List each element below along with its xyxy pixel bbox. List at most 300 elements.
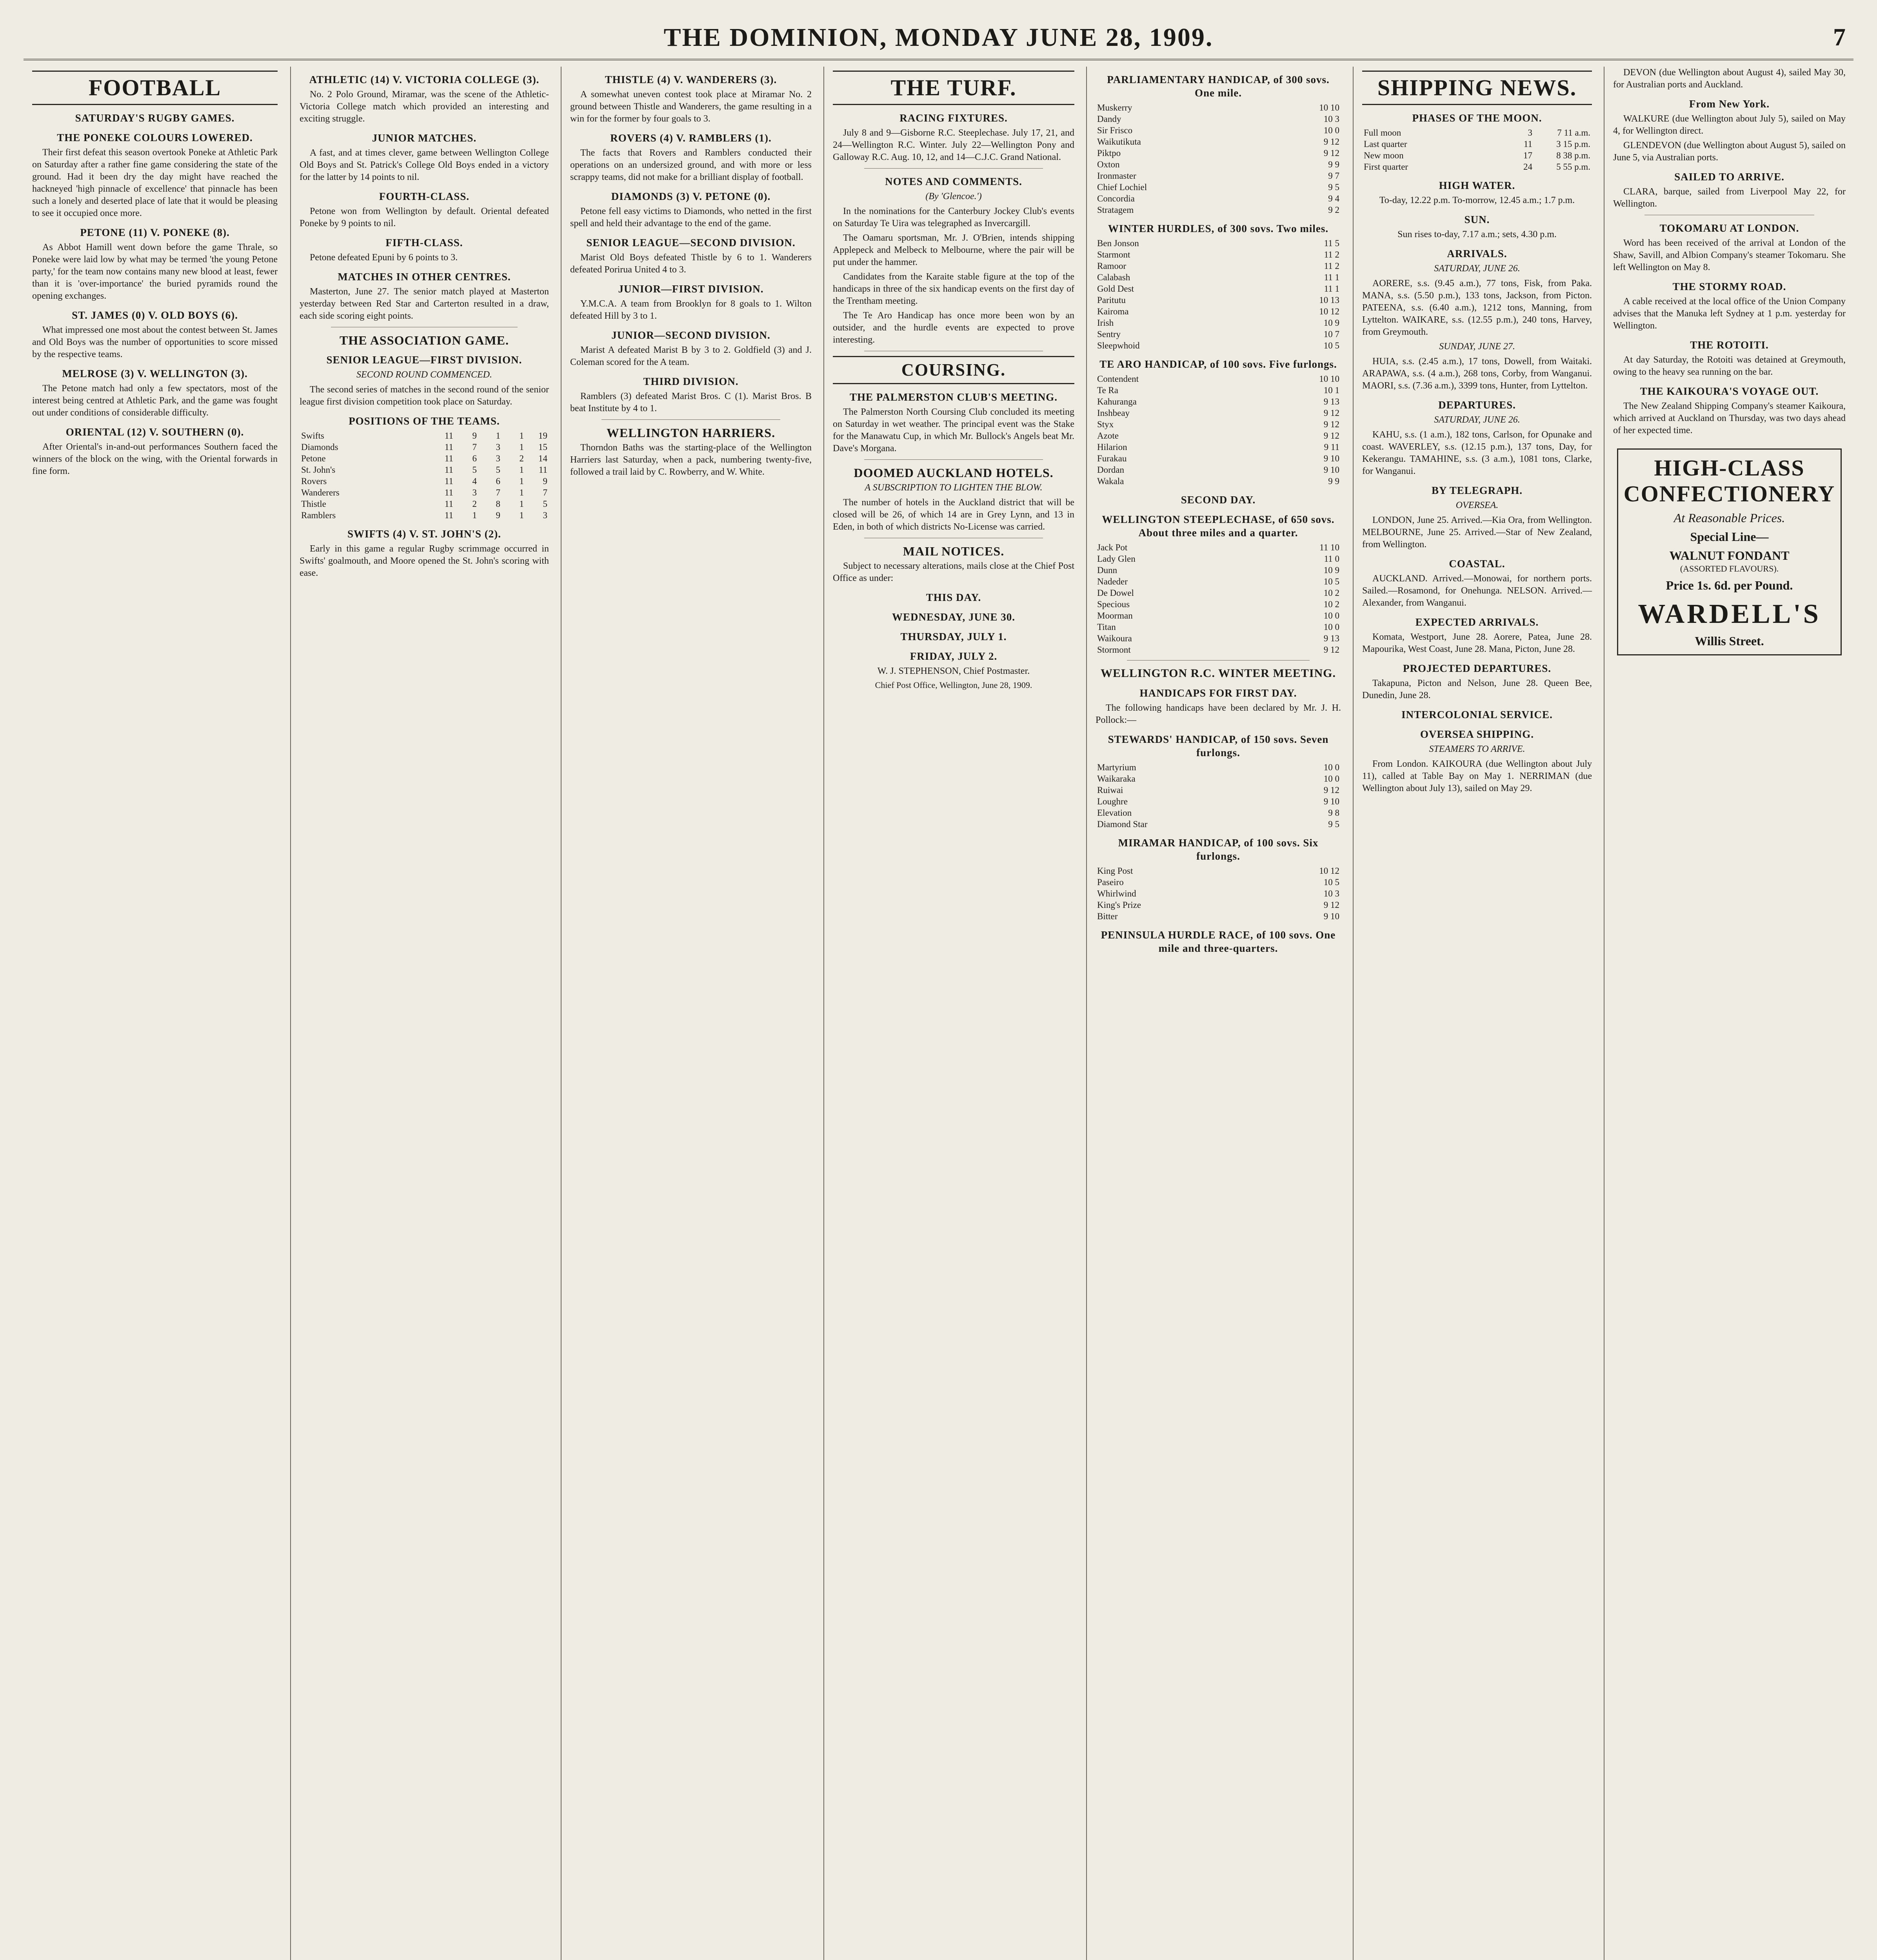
moon-phase: First quarter — [1364, 162, 1408, 172]
horse-name: Gold Dest — [1097, 284, 1134, 294]
team-won: 5 — [472, 465, 477, 475]
team-drawn: 2 — [519, 454, 524, 463]
horse-weight: 10 9 — [1323, 318, 1339, 328]
team-won: 6 — [472, 454, 477, 463]
horse-weight: 9 10 — [1323, 454, 1339, 463]
section-title: MELROSE (3) V. WELLINGTON (3). — [62, 368, 248, 379]
horse-weight: 10 3 — [1323, 889, 1339, 898]
handicap-row — [1096, 204, 1341, 216]
football-subheader: SATURDAY'S RUGBY GAMES. — [75, 112, 235, 124]
handicap-row — [1096, 102, 1341, 113]
column-shipping — [1353, 67, 1601, 1960]
horse-name: Ruiwai — [1097, 785, 1123, 795]
section-text: Petone won from Wellington by default. Oriental defeated Poneke by 9 points to nil. — [300, 206, 549, 229]
team-drawn: 1 — [519, 499, 524, 509]
horse-name: Martyrium — [1097, 762, 1136, 772]
association-text: The second series of matches in the second round of the senior league first division competition took place on Saturday. — [300, 385, 549, 407]
handicap-row — [1096, 306, 1341, 317]
advert-price: Price 1s. 6d. per Pound. — [1666, 578, 1793, 592]
advert-line2: CONFECTIONERY — [1623, 481, 1835, 506]
handicap-row — [1096, 807, 1341, 818]
column-turf — [823, 67, 1083, 1960]
departures-day: SATURDAY, JUNE 26. — [1434, 415, 1520, 425]
miramar-title: MIRAMAR HANDICAP, of 100 sovs. Six furlongs. — [1118, 837, 1319, 862]
handicaps-first-day: HANDICAPS FOR FIRST DAY. — [1139, 687, 1297, 699]
horse-name: Azote — [1097, 431, 1119, 441]
section-title: JUNIOR—FIRST DIVISION. — [618, 283, 764, 295]
shipping-heading: From New York. — [1689, 98, 1770, 110]
divider — [1127, 660, 1310, 661]
team-drawn: 1 — [519, 465, 524, 475]
horse-weight: 10 5 — [1323, 341, 1339, 350]
section-title: SWIFTS (4) V. ST. JOHN'S (2). — [347, 528, 502, 540]
horse-name: Ben Jonson — [1097, 238, 1139, 248]
hotels-title: DOOMED AUCKLAND HOTELS. — [854, 466, 1054, 480]
handicap-row — [1096, 911, 1341, 922]
handicap-row — [1096, 762, 1341, 773]
moon-row — [1362, 138, 1592, 150]
horse-weight: 10 2 — [1323, 588, 1339, 598]
section-text: Ramblers (3) defeated Marist Bros. C (1). Marist Bros. B beat Institute by 4 to 1. — [570, 391, 812, 414]
positions-title: POSITIONS OF THE TEAMS. — [349, 415, 500, 427]
horse-name: Ironmaster — [1097, 171, 1136, 181]
section-title: THE PONEKE COLOURS LOWERED. — [57, 132, 253, 143]
team-drawn: 1 — [519, 488, 524, 497]
handicap-table — [1096, 865, 1341, 922]
handicap-row — [1096, 193, 1341, 204]
handicap-row — [1096, 159, 1341, 170]
section-title: SENIOR LEAGUE—SECOND DIVISION. — [586, 237, 796, 249]
handicap-row — [1096, 773, 1341, 784]
departures-title: DEPARTURES. — [1438, 399, 1516, 411]
horse-weight: 9 12 — [1323, 408, 1339, 418]
horse-weight: 9 13 — [1323, 397, 1339, 407]
table-row — [300, 453, 549, 464]
horse-weight: 9 12 — [1323, 785, 1339, 795]
moon-row — [1362, 127, 1592, 138]
association-header: THE ASSOCIATION GAME. — [339, 333, 509, 347]
horse-weight: 11 1 — [1324, 284, 1339, 294]
sunday: SUNDAY, JUNE 27. — [1439, 341, 1515, 352]
oversea-title: OVERSEA SHIPPING. — [1420, 728, 1534, 740]
team-won: 7 — [472, 442, 477, 452]
handicap-row — [1096, 340, 1341, 351]
harriers-text: Thorndon Baths was the starting-place of the Wellington Harriers last Saturday, when a pack, numbering twenty-five, followed a trail laid by C. Rowberry, and W. White. — [570, 443, 812, 477]
horse-weight: 10 1 — [1323, 385, 1339, 395]
horse-name: King's Prize — [1097, 900, 1141, 910]
overseas: OVERSEA. — [1455, 500, 1499, 510]
horse-weight: 9 2 — [1328, 205, 1339, 215]
column-football — [24, 67, 286, 1960]
sunday-text: HUIA, s.s. (2.45 a.m.), 17 tons, Dowell, from Waitaki. ARAPAWA, s.s. (4 a.m.), 268 tons, Corby, from Wanganui. MAORI, s.s. (7.36 a.m.), 3399 tons, Hunter, from Lyttelton. — [1362, 356, 1592, 391]
section-text: As Abbot Hamill went down before the game Thrale, so Poneke were laid low by what may be termed 'the young Petone party,' for the team now contains many new blood at least, fewer than it is 'over-importance' the buried pyramids round the opening exchanges. — [32, 242, 278, 301]
horse-weight: 9 10 — [1323, 911, 1339, 921]
horse-weight: 9 9 — [1328, 160, 1339, 169]
horse-name: Waikutikuta — [1097, 137, 1141, 147]
masthead — [24, 16, 1853, 60]
coastal-title: COASTAL. — [1449, 558, 1505, 570]
horse-weight: 10 0 — [1323, 762, 1339, 772]
kaikoura-title: THE KAIKOURA'S VOYAGE OUT. — [1640, 385, 1819, 397]
horse-name: Inshbeay — [1097, 408, 1130, 418]
horse-name: Paseiro — [1097, 877, 1124, 887]
horse-name: Sleepwhoid — [1097, 341, 1140, 350]
horse-weight: 9 5 — [1328, 819, 1339, 829]
horse-weight: 9 12 — [1323, 137, 1339, 147]
section-text: Masterton, June 27. The senior match played at Masterton yesterday between Red Star and Carterton resulted in a draw, each side scoring eight points. — [300, 287, 549, 321]
section-title: JUNIOR MATCHES. — [372, 132, 477, 144]
horse-name: Oxton — [1097, 160, 1120, 169]
mail-day: THIS DAY. — [926, 592, 981, 603]
intercolonial-title: INTERCOLONIAL SERVICE. — [1401, 709, 1553, 720]
team-name: Swifts — [301, 431, 324, 441]
team-lost: 7 — [496, 488, 500, 497]
handicap-row — [1096, 328, 1341, 340]
moon-day: 3 — [1528, 128, 1532, 138]
section-text: Y.M.C.A. A team from Brooklyn for 8 goals to 1. Wilton defeated Hill by 3 to 1. — [570, 299, 812, 321]
handicap-row — [1096, 587, 1341, 599]
handicap-row — [1096, 633, 1341, 644]
section-text: What impressed one most about the contest between St. James and Old Boys was the number of opportunities to score missed by the respective teams. — [32, 325, 278, 359]
team-pts: 14 — [538, 454, 547, 463]
team-played: 11 — [444, 488, 453, 497]
horse-weight: 10 10 — [1319, 103, 1339, 113]
section-text: Marist A defeated Marist B by 3 to 2. Goldfield (3) and J. Coleman scored for the A team. — [570, 345, 812, 367]
projected-title: PROJECTED DEPARTURES. — [1403, 662, 1552, 674]
horse-name: Specious — [1097, 599, 1130, 609]
horse-weight: 10 0 — [1323, 774, 1339, 784]
team-won: 3 — [472, 488, 477, 497]
horse-weight: 9 9 — [1328, 476, 1339, 486]
handicap-row — [1096, 576, 1341, 587]
fixtures-title: RACING FIXTURES. — [899, 112, 1008, 124]
steeplechase-title: WELLINGTON STEEPLECHASE, of 650 sovs. About three miles and a quarter. — [1102, 514, 1335, 539]
horse-weight: 9 12 — [1323, 900, 1339, 910]
horse-name: Titan — [1097, 622, 1116, 632]
horse-weight: 10 9 — [1323, 565, 1339, 575]
shipping-paragraph: CLARA, barque, sailed from Liverpool May 22, for Wellington. — [1613, 187, 1846, 209]
handicap-row — [1096, 784, 1341, 796]
table-row — [300, 510, 549, 521]
handicap-row — [1096, 441, 1341, 453]
table-row — [300, 475, 549, 487]
rotoiti-text: At day Saturday, the Rotoiti was detained at Greymouth, owing to the heavy sea running on the bar. — [1613, 355, 1846, 377]
oversea-sub: STEAMERS TO ARRIVE. — [1429, 744, 1525, 754]
section-text: Petone defeated Epuni by 6 points to 3. — [310, 252, 458, 263]
newspaper-page — [24, 16, 1853, 1960]
handicap-row — [1096, 260, 1341, 272]
handicap-row — [1096, 249, 1341, 260]
parliamentary-title: PARLIAMENTARY HANDICAP, of 300 sovs. One mile. — [1107, 74, 1330, 99]
horse-weight: 11 2 — [1324, 261, 1339, 271]
moon-phase: Last quarter — [1364, 139, 1407, 149]
peninsula-title: PENINSULA HURDLE RACE, of 100 sovs. One mile and three-quarters. — [1101, 929, 1336, 954]
horse-name: Elevation — [1097, 808, 1132, 818]
team-played: 11 — [444, 465, 453, 475]
team-lost: 3 — [496, 442, 500, 452]
table-row — [300, 464, 549, 475]
shipping-paragraph: GLENDEVON (due Wellington about August 5), sailed on June 5, via Australian ports. — [1613, 140, 1846, 163]
handicap-row — [1096, 564, 1341, 576]
team-lost: 1 — [496, 431, 500, 441]
moon-title: PHASES OF THE MOON. — [1412, 112, 1542, 124]
horse-weight: 11 0 — [1324, 554, 1339, 564]
handicap-row — [1096, 796, 1341, 807]
section-text: The facts that Rovers and Ramblers conducted their operations on an undersized ground, and with more or less scrappy teams, did not make for a brilliant display of football. — [570, 148, 812, 182]
team-lost: 6 — [496, 476, 500, 486]
team-drawn: 1 — [519, 476, 524, 486]
section-text: Early in this game a regular Rugby scrimmage occurred in Swifts' goalmouth, and Moore opened the St. John's scoring with ease. — [300, 544, 549, 578]
sun-title: SUN. — [1464, 214, 1490, 225]
team-name: Petone — [301, 454, 326, 463]
horse-name: Irish — [1097, 318, 1114, 328]
horse-weight: 10 7 — [1323, 329, 1339, 339]
horse-name: Stratagem — [1097, 205, 1134, 215]
horse-weight: 9 12 — [1323, 148, 1339, 158]
handicap-row — [1096, 865, 1341, 877]
handicap-table — [1096, 238, 1341, 351]
horse-weight: 9 11 — [1324, 442, 1339, 452]
horse-name: Dunn — [1097, 565, 1117, 575]
handicap-row — [1096, 283, 1341, 294]
horse-weight: 9 4 — [1328, 194, 1339, 203]
rotoiti-title: THE ROTOITI. — [1690, 339, 1769, 351]
section-title: ATHLETIC (14) V. VICTORIA COLLEGE (3). — [309, 74, 540, 85]
confectionery-advert — [1617, 448, 1842, 655]
handicap-row — [1096, 599, 1341, 610]
horse-name: Starmont — [1097, 250, 1130, 260]
column-shipping-2 — [1604, 67, 1854, 1960]
handicap-row — [1096, 542, 1341, 553]
team-name: Rovers — [301, 476, 327, 486]
team-played: 11 — [444, 499, 453, 509]
high-water-title: HIGH WATER. — [1439, 180, 1515, 191]
horse-name: Sentry — [1097, 329, 1121, 339]
moon-phase: Full moon — [1364, 128, 1401, 138]
team-lost: 5 — [496, 465, 500, 475]
handicap-row — [1096, 317, 1341, 328]
moon-phase: New moon — [1364, 151, 1404, 160]
horse-weight: 10 2 — [1323, 599, 1339, 609]
mail-day: FRIDAY, JULY 2. — [910, 650, 998, 662]
team-played: 11 — [444, 454, 453, 463]
team-played: 11 — [444, 442, 453, 452]
tokomaru-text: Word has been received of the arrival at London of the Shaw, Savill, and Albion Company's steamer Tokomaru. She left Wellington on May 8. — [1613, 238, 1846, 272]
turf-paragraph: Candidates from the Karaite stable figure at the top of the handicaps in three of the six handicap events on the first day of the Trentham meeting. — [833, 272, 1074, 306]
horse-name: Whirlwind — [1097, 889, 1136, 898]
handicap-row — [1096, 818, 1341, 830]
section-text: The Petone match had only a few spectators, most of the interest being centred at Athletic Park, and the game was fought out under conditions of considerable difficulty. — [32, 383, 278, 418]
horse-weight: 9 8 — [1328, 808, 1339, 818]
handicap-row — [1096, 125, 1341, 136]
moon-time: 3 15 p.m. — [1556, 139, 1590, 149]
mail-day: THURSDAY, JULY 1. — [900, 631, 1007, 642]
shipping-paragraph: WALKURE (due Wellington about July 5), sailed on May 4, for Wellington direct. — [1613, 114, 1846, 136]
horse-weight: 10 0 — [1323, 611, 1339, 621]
oversea-text: From London. KAIKOURA (due Wellington about July 11), called at Table Bay on May 1. NERRIMAN (due Wellington about July 13), sailed on May 29. — [1362, 759, 1592, 793]
horse-weight: 10 13 — [1319, 295, 1339, 305]
horse-weight: 9 12 — [1323, 431, 1339, 441]
section-text: A fast, and at times clever, game between Wellington College Old Boys and St. Patrick's College Old Boys ended in a victory for the latter by 14 points to nil. — [300, 148, 549, 182]
horse-weight: 10 12 — [1319, 307, 1339, 316]
team-drawn: 1 — [519, 510, 524, 520]
team-pts: 19 — [538, 431, 547, 441]
high-water-text: To-day, 12.22 p.m. To-morrow, 12.45 a.m.; 1.7 p.m. — [1379, 195, 1575, 205]
handicap-table — [1096, 542, 1341, 655]
column-football-3 — [561, 67, 820, 1960]
storm-text: A cable received at the local office of the Union Company advises that the Manuka left Sydney at 1 p.m. yesterday for Wellington. — [1613, 296, 1846, 331]
post-office: Chief Post Office, Wellington, June 28, 1909. — [875, 680, 1032, 690]
moon-row — [1362, 161, 1592, 172]
horse-name: Kairoma — [1097, 307, 1129, 316]
section-title: MATCHES IN OTHER CENTRES. — [338, 271, 511, 283]
team-lost: 9 — [496, 510, 500, 520]
divider — [601, 419, 780, 420]
coursing-header: COURSING. — [833, 356, 1074, 384]
team-played: 11 — [444, 431, 453, 441]
horse-name: Calabash — [1097, 272, 1130, 282]
moon-day: 17 — [1523, 151, 1532, 160]
arrivals-title: ARRIVALS. — [1447, 248, 1507, 260]
association-sub: SENIOR LEAGUE—FIRST DIVISION. — [326, 354, 522, 366]
moon-day: 11 — [1523, 139, 1532, 149]
handicap-row — [1096, 888, 1341, 899]
projected-text: Takapuna, Picton and Nelson, June 28. Queen Bee, Dunedin, June 28. — [1362, 678, 1592, 701]
team-pts: 11 — [538, 465, 547, 475]
arrivals-text: AORERE, s.s. (9.45 a.m.), 77 tons, Fisk, from Paka. MANA, s.s. (5.50 p.m.), 133 tons, Jackson, from Picton. PATEENA, s.s. (6.40 a.m.), 1212 tons, Manning, from Lyttelton. WAIKARE, s.s. (12.55 p.m.), 240 tons, Harvey, from Greymouth. — [1362, 278, 1592, 337]
handicap-row — [1096, 610, 1341, 621]
team-won: 1 — [472, 510, 477, 520]
horse-name: Paritutu — [1097, 295, 1126, 305]
horse-name: Waikaraka — [1097, 774, 1136, 784]
handicap-table — [1096, 373, 1341, 487]
handicap-row — [1096, 407, 1341, 419]
horse-name: King Post — [1097, 866, 1133, 876]
handicap-table — [1096, 762, 1341, 830]
horse-name: Chief Lochiel — [1097, 182, 1147, 192]
second-day: SECOND DAY. — [1181, 494, 1256, 506]
handicap-row — [1096, 899, 1341, 911]
section-title: PETONE (11) V. PONEKE (8). — [80, 227, 230, 238]
positions-table — [300, 430, 549, 521]
horse-weight: 10 12 — [1319, 866, 1339, 876]
horse-weight: 11 2 — [1324, 250, 1339, 260]
team-drawn: 1 — [519, 431, 524, 441]
handicap-row — [1096, 373, 1341, 385]
handicap-row — [1096, 553, 1341, 564]
mail-day: WEDNESDAY, JUNE 30. — [892, 611, 1016, 623]
horse-weight: 10 0 — [1323, 125, 1339, 135]
handicap-row — [1096, 475, 1341, 487]
turf-paragraph: In the nominations for the Canterbury Jockey Club's events on Saturday Te Uira was telegraphed as Invercargill. — [833, 206, 1074, 229]
coursing-text: The Palmerston North Coursing Club concluded its meeting on Saturday in wet weather. The principal event was the Stake for the Manawatu Cup, in which Mr. Bullock's Angels beat Mr. Dave's Morgana. — [833, 407, 1074, 454]
horse-weight: 10 5 — [1323, 577, 1339, 586]
turf-header: THE TURF. — [833, 71, 1074, 105]
team-played: 11 — [444, 510, 453, 520]
team-played: 11 — [444, 476, 453, 486]
sun-text: Sun rises to-day, 7.17 a.m.; sets, 4.30 p.m. — [1397, 229, 1557, 240]
section-title: THISTLE (4) V. WANDERERS (3). — [605, 74, 777, 85]
section-title: DIAMONDS (3) V. PETONE (0). — [611, 191, 771, 202]
section-text: A somewhat uneven contest took place at Miramar No. 2 ground between Thistle and Wanderers, the game resulting in a win for the former by four goals to 3. — [570, 89, 812, 124]
column-handicaps — [1086, 67, 1350, 1960]
divider — [864, 168, 1043, 169]
section-title: ROVERS (4) V. RAMBLERS (1). — [610, 132, 772, 144]
team-name: Thistle — [301, 499, 326, 509]
horse-weight: 9 12 — [1323, 419, 1339, 429]
handicap-row — [1096, 396, 1341, 407]
advert-note: (ASSORTED FLAVOURS). — [1680, 564, 1779, 573]
team-name: St. John's — [301, 465, 336, 475]
team-name: Ramblers — [301, 510, 336, 520]
advert-line3: At Reasonable Prices. — [1673, 511, 1785, 525]
arrivals-day: SATURDAY, JUNE 26. — [1434, 263, 1520, 274]
section-text: Marist Old Boys defeated Thistle by 6 to 1. Wanderers defeated Porirua United 4 to 3. — [570, 252, 812, 275]
horse-name: Wakala — [1097, 476, 1124, 486]
horse-name: Moorman — [1097, 611, 1133, 621]
horse-name: Sir Frisco — [1097, 125, 1133, 135]
section-title: JUNIOR—SECOND DIVISION. — [611, 329, 770, 341]
handicap-row — [1096, 181, 1341, 193]
handicap-row — [1096, 464, 1341, 475]
tearo-title: TE ARO HANDICAP, of 100 sovs. Five furlongs. — [1099, 358, 1337, 370]
horse-weight: 9 12 — [1323, 645, 1339, 655]
moon-time: 5 55 p.m. — [1556, 162, 1590, 172]
team-won: 9 — [472, 431, 477, 441]
coursing-title: THE PALMERSTON CLUB'S MEETING. — [849, 391, 1058, 403]
horse-name: Concordia — [1097, 194, 1135, 203]
horse-weight: 10 5 — [1323, 877, 1339, 887]
section-title: ST. JAMES (0) V. OLD BOYS (6). — [72, 309, 238, 321]
departures-text: KAHU, s.s. (1 a.m.), 182 tons, Carlson, for Opunake and coast. WAVERLEY, s.s. (12.15 p.m.), 137 tons, Day, for Kekerangu. TAMAHINE, s.s. (3 a.m.), 1081 tons, Clarke, for Wanganui. — [1362, 430, 1592, 476]
advert-line1: HIGH-CLASS — [1654, 455, 1805, 481]
association-sub2: SECOND ROUND COMMENCED. — [356, 370, 492, 380]
horse-name: Dordan — [1097, 465, 1124, 475]
team-pts: 9 — [543, 476, 547, 486]
hotels-sub: A SUBSCRIPTION TO LIGHTEN THE BLOW. — [865, 483, 1043, 493]
team-name: Diamonds — [301, 442, 338, 452]
team-pts: 15 — [538, 442, 547, 452]
handicap-row — [1096, 430, 1341, 441]
section-title: ORIENTAL (12) V. SOUTHERN (0). — [65, 426, 244, 438]
horse-name: Te Ra — [1097, 385, 1118, 395]
team-drawn: 1 — [519, 442, 524, 452]
horse-name: Jack Pot — [1097, 543, 1128, 552]
handicap-row — [1096, 294, 1341, 306]
section-text: Petone fell easy victims to Diamonds, who netted in the first spell and held their advantage to the end of the game. — [570, 206, 812, 229]
handicap-row — [1096, 419, 1341, 430]
horse-weight: 11 5 — [1324, 238, 1339, 248]
section-title: FIFTH-CLASS. — [385, 237, 463, 249]
horse-weight: 9 10 — [1323, 797, 1339, 806]
section-text: Their first defeat this season overtook Poneke at Athletic Park on Saturday after a rather fine game considering the state of the ground. Had it been dry the day might have reached the hackneyed 'high pinnacle of excellence' that pinnacle has been such a lonely and deserted place of late that it would be pleasing to see it occupied once more. — [32, 147, 278, 218]
section-text: No. 2 Polo Ground, Miramar, was the scene of the Athletic-Victoria College match which provided an interesting and exciting struggle. — [300, 89, 549, 124]
moon-row — [1362, 150, 1592, 161]
team-won: 2 — [472, 499, 477, 509]
shipping-heading: SAILED TO ARRIVE. — [1674, 171, 1784, 183]
horse-name: Bitter — [1097, 911, 1118, 921]
horse-weight: 11 10 — [1319, 543, 1339, 552]
notes-byline: (By 'Glencoe.') — [925, 191, 982, 201]
expected-title: EXPECTED ARRIVALS. — [1415, 616, 1539, 628]
turf-paragraph: The Te Aro Handicap has once more been won by an outsider, and the hurdle events are expected to prove interesting. — [833, 310, 1074, 345]
horse-weight: 9 10 — [1323, 465, 1339, 475]
moon-table — [1362, 127, 1592, 172]
telegraph-text: LONDON, June 25. Arrived.—Kia Ora, from Wellington. MELBOURNE, June 25. Arrived.—Star of New Zealand, from Wellington. — [1362, 515, 1592, 550]
team-won: 4 — [472, 476, 477, 486]
section-title: THIRD DIVISION. — [643, 376, 739, 387]
football-header: FOOTBALL — [32, 71, 278, 105]
